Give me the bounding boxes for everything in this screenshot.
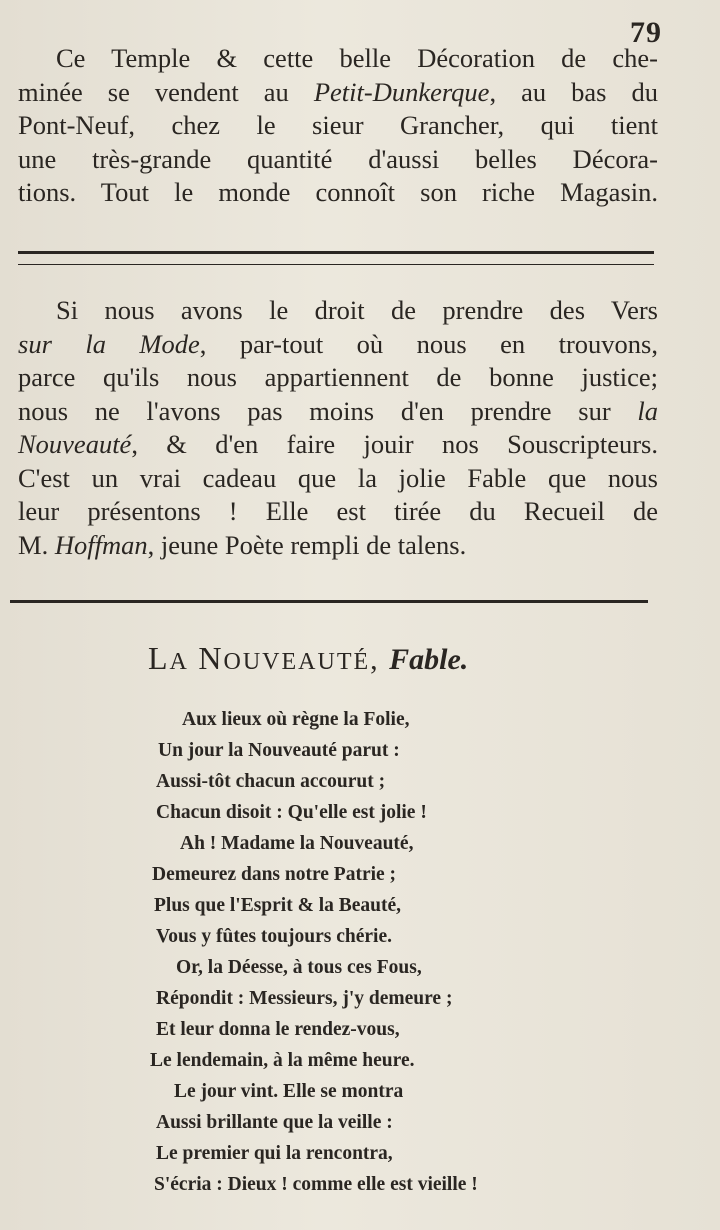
paragraph-line: leur présentons ! Elle est tirée du Recueil de bbox=[18, 496, 658, 526]
poem-verse: Plus que l'Esprit & la Beauté, bbox=[154, 895, 402, 916]
poem-verse: Vous y fûtes toujours chérie. bbox=[156, 926, 392, 947]
paragraph-line: Pont-Neuf, chez le sieur Grancher, qui tient bbox=[18, 110, 658, 140]
page-number: 79 bbox=[630, 16, 662, 49]
fable-genre: Fable. bbox=[389, 643, 469, 676]
paragraph-line: minée se vendent au Petit-Dunkerque, au bas du bbox=[18, 76, 658, 107]
poem-verse: Un jour la Nouveauté parut : bbox=[158, 740, 400, 761]
poem-verse: Le jour vint. Elle se montra bbox=[174, 1081, 404, 1102]
paragraph-line: nous ne l'avons pas moins d'en prendre sur la bbox=[18, 395, 658, 426]
poem-verse: Demeurez dans notre Patrie ; bbox=[152, 864, 397, 885]
paragraph-line: Si nous avons le droit de prendre des Vers bbox=[56, 295, 658, 325]
paragraph-introduction bbox=[18, 294, 658, 562]
paragraph-advertisement bbox=[18, 42, 658, 210]
poem-verse: Aux lieux où règne la Folie, bbox=[182, 709, 410, 730]
poem-verse: Or, la Déesse, à tous ces Fous, bbox=[176, 957, 422, 978]
poem-verse: Répondit : Messieurs, j'y demeure ; bbox=[156, 988, 453, 1009]
poem-verse: Ah ! Madame la Nouveauté, bbox=[180, 833, 414, 854]
fable-title: LA NOUVEAUTÉ, Fable. bbox=[148, 640, 469, 676]
paragraph-line: sur la Mode, par-tout où nous en trouvons, bbox=[18, 328, 658, 359]
paragraph-line: M. Hoffman, jeune Poète rempli de talens. bbox=[18, 529, 467, 560]
poem-verse: Et leur donna le rendez-vous, bbox=[156, 1019, 400, 1040]
poem-verse: Chacun disoit : Qu'elle est jolie ! bbox=[156, 802, 427, 823]
paragraph-line: tions. Tout le monde connoît son riche Magasin. bbox=[18, 177, 658, 207]
poem-verse: Le lendemain, à la même heure. bbox=[150, 1050, 415, 1071]
paragraph-line: Nouveauté, & d'en faire jouir nos Souscripteurs. bbox=[18, 429, 658, 459]
poem-verse: Le premier qui la rencontra, bbox=[156, 1143, 393, 1164]
paragraph-line: C'est un vrai cadeau que la jolie Fable que nous bbox=[18, 462, 658, 493]
paragraph-line: une très-grande quantité d'aussi belles Décora- bbox=[18, 143, 658, 174]
double-rule-divider bbox=[18, 251, 654, 265]
paragraph-line: parce qu'ils nous appartiennent de bonne justice; bbox=[18, 362, 658, 392]
poem-verse: Aussi-tôt chacun accourut ; bbox=[156, 771, 386, 792]
poem-verse: Aussi brillante que la veille : bbox=[156, 1112, 393, 1133]
poem-verse: S'écria : Dieux ! comme elle est vieille ! bbox=[154, 1174, 478, 1195]
paragraph-line: Ce Temple & cette belle Décoration de che- bbox=[56, 43, 658, 73]
single-rule-divider bbox=[10, 600, 648, 603]
